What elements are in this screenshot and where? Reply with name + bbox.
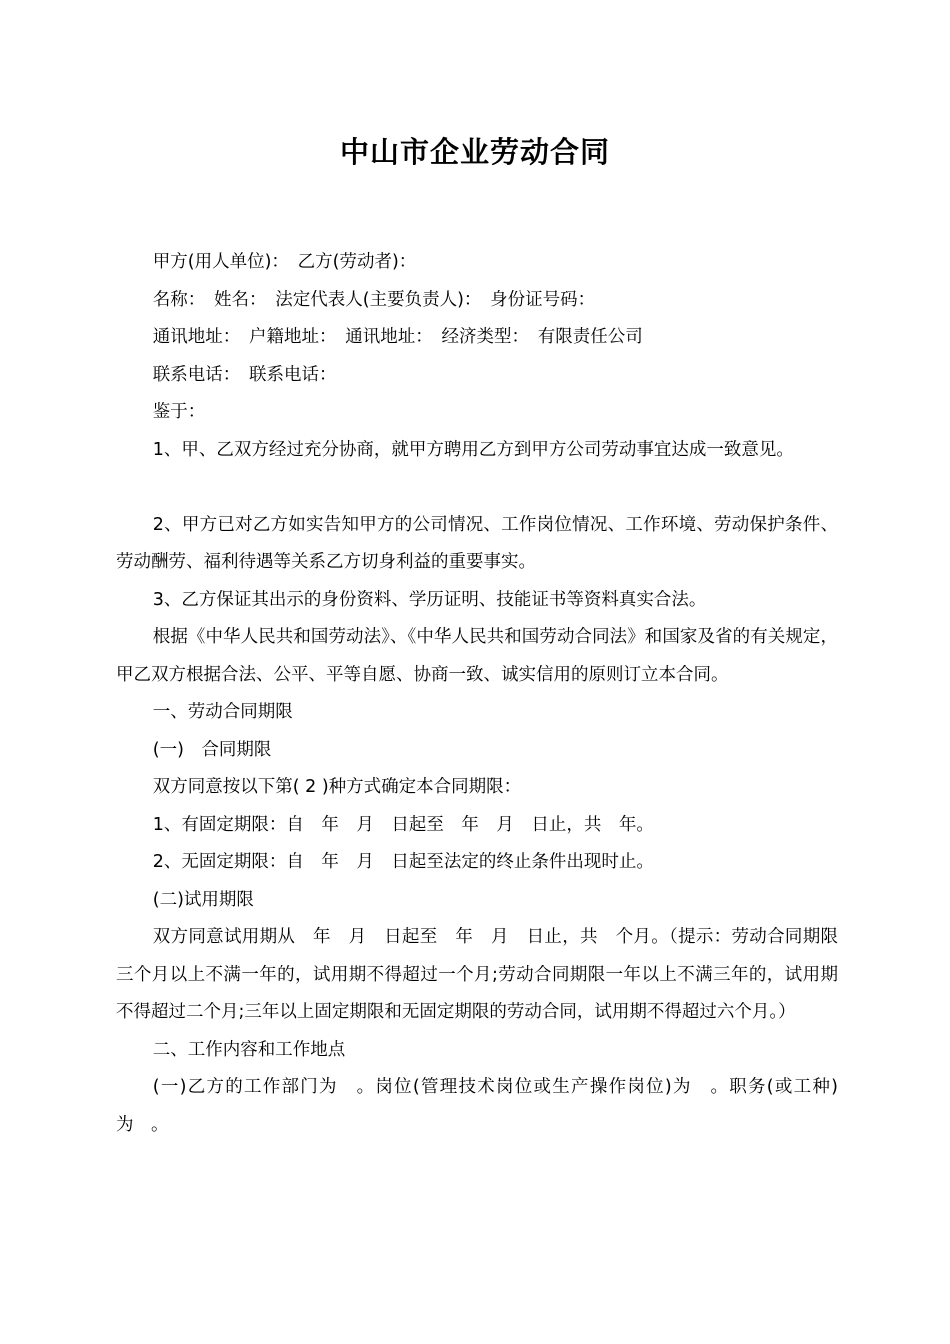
party-header: 甲方(用人单位)： 乙方(劳动者)： <box>152 252 417 272</box>
section-2-heading: 二、工作内容和工作地点 <box>152 1039 346 1060</box>
paragraph-gap <box>116 469 838 507</box>
legal-basis-paragraph: 根据《中华人民共和国劳动法》、《中华人民共和国劳动合同法》和国家及省的有关规定，甲乙双方根据合法、公平、平等自愿、协商一致、诚实信用的原则订立本合同。 <box>116 627 838 685</box>
document-body <box>116 244 838 1144</box>
phone-fields: 联系电话： 联系电话： <box>152 364 337 385</box>
probation-paragraph: 双方同意试用期从 年 月 日起至 年 月 日止，共 个月。（提示：劳动合同期限三个月以上不满一年的，试用期不得超过一个月;劳动合同期限一年以上不满三年的，试用期不得超过二个月;三年以上固定期限和无固定期限的劳动合同，试用期不得超过六个月。） <box>116 927 838 1022</box>
whereas-item-1: 1、甲、乙双方经过充分协商，就甲方聘用乙方到甲方公司劳动事宜达成一致意见。 <box>152 439 794 460</box>
subsection-contract-term: (一) 合同期限 <box>152 739 272 760</box>
subsection-probation: (二)试用期限 <box>152 889 254 910</box>
whereas-heading: 鉴于： <box>152 402 206 422</box>
whereas-item-2: 2、甲方已对乙方如实告知甲方的公司情况、工作岗位情况、工作环境、劳动保护条件、劳动酬劳、福利待遇等关系乙方切身利益的重要事实。 <box>116 514 838 572</box>
whereas-item-3: 3、乙方保证其出示的身份资料、学历证明、技能证书等资料真实合法。 <box>152 589 707 610</box>
document-title: 中山市企业劳动合同 <box>339 135 610 169</box>
open-term-option: 2、无固定期限：自 年 月 日起至法定的终止条件出现时止。 <box>152 852 654 872</box>
term-method-paragraph: 双方同意按以下第( 2 )种方式确定本合同期限： <box>152 777 522 797</box>
name-fields: 名称： 姓名： 法定代表人(主要负责人)： 身份证号码： <box>152 289 596 310</box>
job-department-paragraph: (一)乙方的工作部门为 。岗位(管理技术岗位或生产操作岗位)为 。职务(或工种)为 。 <box>116 1077 838 1135</box>
fixed-term-option: 1、有固定期限：自 年 月 日起至 年 月 日止，共 年。 <box>152 814 654 835</box>
section-1-heading: 一、劳动合同期限 <box>152 702 293 722</box>
address-fields: 通讯地址： 户籍地址： 通讯地址： 经济类型： 有限责任公司 <box>152 327 643 347</box>
